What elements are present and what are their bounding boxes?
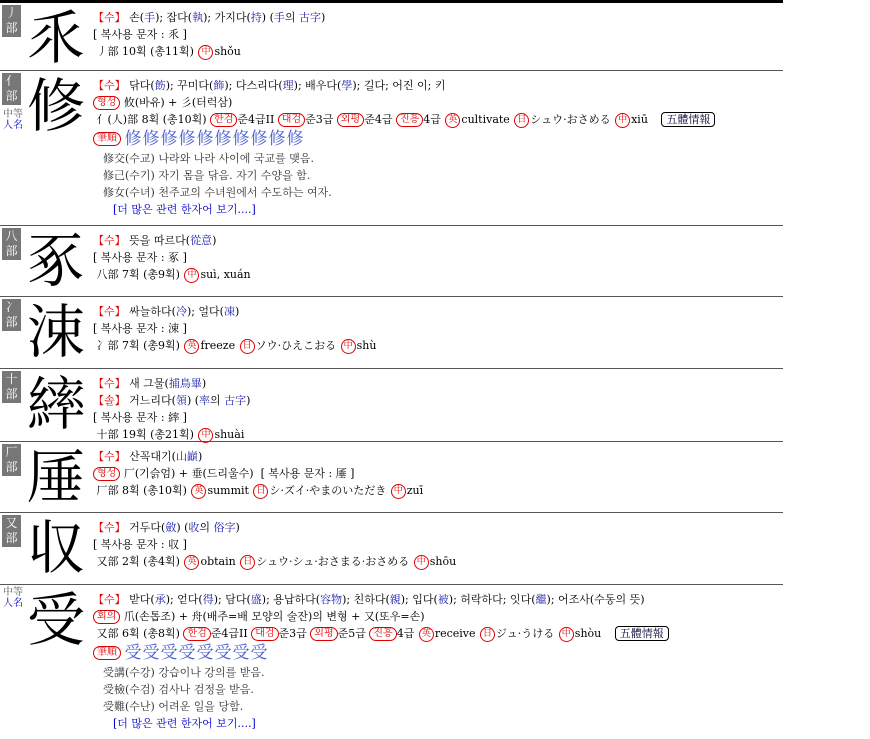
copy-char-line: [ 복사용 문자 : 収 ] — [93, 538, 187, 551]
chinese-circle-icon: 中 — [184, 268, 199, 283]
hanja-character[interactable]: 修 — [26, 72, 85, 140]
entry-修 — [0, 71, 783, 226]
chinese-circle-icon: 中 — [341, 339, 356, 354]
word-item[interactable]: 修交(수교) 나라와 나라 사이에 국교를 맺음. — [103, 152, 314, 165]
hanja-character[interactable]: 涑 — [26, 298, 85, 366]
radical-label: 又 部 — [2, 515, 21, 547]
more-words-link[interactable]: [더 많은 관련 한자어 보기....] — [113, 203, 256, 216]
radical-label: 冫 部 — [2, 299, 21, 331]
meaning-line: 【수】 새 그물(捕鳥畢) — [93, 377, 207, 390]
stroke-info-line: 十部 19획 (총21획) 中 shuài — [93, 428, 245, 441]
stroke-info-line: 冫部 7획 (총9획) 英 freeze 日 ソウ·ひえこおる 中 shù — [93, 339, 377, 352]
stroke-order-tag[interactable]: 筆順 — [93, 646, 121, 660]
formation-line: 회의 爪(손톱조) + 舟(배주=배 모양의 술잔)의 변형 + 又(또우=손) — [93, 608, 783, 625]
word-item[interactable]: 受講(수강) 강습이나 강의를 받음. — [103, 666, 265, 679]
stroke-info-line: 又部 2획 (총4획) 英 obtain 日 シュウ·シュ·おさまる·おさめる 中 shōu — [93, 555, 457, 568]
five-styles-button[interactable]: 五體情報 — [615, 626, 669, 641]
meaning-line-2: 【솔】 거느리다(領) (率의 古字) — [93, 394, 251, 407]
word-item[interactable]: 受檢(수검) 검사나 검정을 받음. — [103, 683, 254, 696]
entry-受 — [0, 585, 783, 739]
grade-label: 中等 人名 — [3, 587, 23, 609]
hanja-character[interactable]: 厜 — [26, 443, 85, 511]
stroke-order-line — [93, 128, 783, 150]
japanese-circle-icon: 日 — [514, 113, 529, 128]
hanja-character[interactable]: 受 — [26, 586, 85, 654]
chinese-circle-icon: 中 — [391, 484, 406, 499]
english-circle-icon: 英 — [445, 113, 460, 128]
chinese-circle-icon: 中 — [198, 428, 213, 443]
stroke-order-sequence: 受受受受受受受受 — [124, 643, 269, 663]
hanja-character[interactable]: 乑 — [26, 4, 85, 72]
entry-収 — [0, 513, 783, 585]
word-item[interactable]: 修己(수기) 자기 몸을 닦음. 자기 수양을 함. — [103, 169, 311, 182]
stroke-info-line: 亻(人)部 8획 (총10획) 한검 준4급II 대검 준3급 외평 준4급 진흥 4급 英 cultivate 日 シュウ·おさめる 中 xiū 五體情報 — [93, 111, 783, 128]
meaning-line: 【수】 거두다(斂) (收의 俗字) — [93, 521, 240, 534]
formation-line: 형성 厂(기슭엄) + 垂(드리울수) [ 복사용 문자 : 厜 ] — [93, 465, 783, 482]
japanese-circle-icon: 日 — [240, 555, 255, 570]
entry-豖 — [0, 226, 783, 297]
stroke-info-line: 厂部 8획 (총10획) 英 summit 日 シ·ズイ·やまのいただき 中 zuī — [93, 484, 424, 497]
copy-char-line: [ 복사용 문자 : 乑 ] — [93, 28, 187, 41]
word-item[interactable]: 修女(수녀) 천주교의 수녀원에서 수도하는 여자. — [103, 186, 332, 199]
radical-label: 丿 部 — [2, 5, 21, 37]
stroke-order-sequence: 修修修修修修修修修修 — [124, 129, 305, 149]
copy-char-line: [ 복사용 문자 : 繂 ] — [93, 411, 187, 424]
hanja-character[interactable]: 豖 — [26, 227, 85, 295]
radical-label: 亻 部 — [2, 73, 21, 105]
chinese-circle-icon: 中 — [615, 113, 630, 128]
meaning-line: 【수】 닦다(飭); 꾸미다(飾); 다스리다(理); 배우다(學); 길다; 어진 이; 키 — [93, 79, 446, 92]
entry-繂 — [0, 369, 783, 442]
formation-line: 형성 攸(바유) + 彡(터럭삼) — [93, 94, 783, 111]
radical-label: 十 部 — [2, 371, 21, 403]
formation-tag: 회의 — [93, 610, 120, 624]
chinese-circle-icon: 中 — [559, 627, 574, 642]
five-styles-button[interactable]: 五體情報 — [661, 112, 715, 127]
meaning-line: 【수】 싸늘하다(冷); 얼다(凍) — [93, 305, 240, 318]
formation-tag: 형성 — [93, 96, 120, 110]
stroke-order-tag[interactable]: 筆順 — [93, 132, 121, 146]
hanja-character[interactable]: 繂 — [26, 370, 85, 438]
japanese-circle-icon: 日 — [240, 339, 255, 354]
entry-厜 — [0, 442, 783, 513]
english-circle-icon: 英 — [419, 627, 434, 642]
english-circle-icon: 英 — [184, 555, 199, 570]
entry-涑 — [0, 297, 783, 369]
copy-char-line: [ 복사용 문자 : 豖 ] — [93, 251, 187, 264]
radical-label: 八 部 — [2, 228, 21, 260]
radical-label: 厂 部 — [2, 444, 21, 476]
entry-乑 — [0, 3, 783, 71]
meaning-line: 【수】 받다(承); 얻다(得); 담다(盛); 용납하다(容物); 친하다(親); 입다(被); 허락하다; 잇다(繼); 어조사(수동의 뜻) — [93, 593, 645, 606]
hanja-character[interactable]: 収 — [26, 514, 85, 582]
stroke-info-line: 八部 7획 (총9획) 中 suì, xuán — [93, 268, 251, 281]
word-item[interactable]: 受難(수난) 어려운 일을 당함. — [103, 700, 244, 713]
meaning-line: 【수】 손(手); 잡다(執); 가지다(持) (手의 古字) — [93, 11, 326, 24]
stroke-order-line — [93, 642, 783, 664]
chinese-circle-icon: 中 — [414, 555, 429, 570]
english-circle-icon: 英 — [184, 339, 199, 354]
chinese-circle-icon: 中 — [198, 45, 213, 60]
more-words-link[interactable]: [더 많은 관련 한자어 보기....] — [113, 717, 256, 730]
copy-char-line: [ 복사용 문자 : 涑 ] — [93, 322, 187, 335]
grade-label: 中等 人名 — [3, 109, 23, 131]
meaning-line: 【수】 산꼭대기(山巓) — [93, 450, 203, 463]
japanese-circle-icon: 日 — [253, 484, 268, 499]
english-circle-icon: 英 — [191, 484, 206, 499]
meaning-line: 【수】 뜻을 따르다(從意) — [93, 234, 217, 247]
japanese-circle-icon: 日 — [480, 627, 495, 642]
stroke-info-line: 又部 6획 (총8획) 한검 준4급II 대검 준3급 외평 준5급 진흥 4급 英 receive 日 ジュ·うける 中 shòu 五體情報 — [93, 625, 783, 642]
stroke-info-line: 丿部 10획 (총11획) 中 shǒu — [93, 45, 241, 58]
